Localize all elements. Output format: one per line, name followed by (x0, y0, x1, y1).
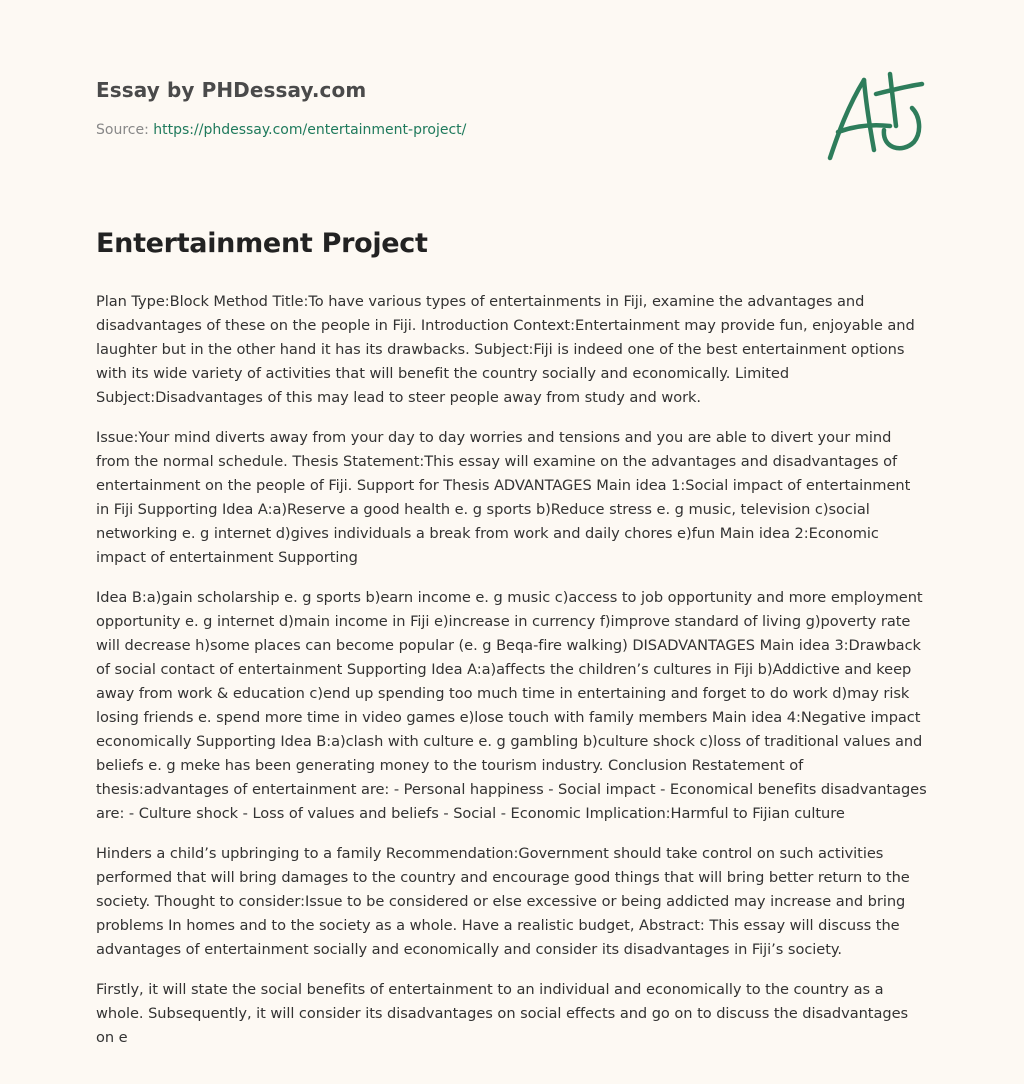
brand-title: Essay by PHDessay.com (96, 78, 367, 102)
essay-paragraph-1: Plan Type:Block Method Title:To have various types of entertainments in Fiji, examine the advantages and disadvantages of these on the people in Fiji. Introduction Context:Entertainment may provide fun, enjoyable and laughter but in the other hand it has its drawbacks. Subject:Fiji is indeed one of the best entertainment options with its wide variety of activities that will benefit the country socially and economically. Limited Subject:Disadvantages of this may lead to steer people away from study and work. (96, 293, 915, 406)
essay-header (96, 76, 928, 140)
page-title: Entertainment Project (96, 228, 428, 259)
essay-paragraph-3: Idea B:a)gain scholarship e. g sports b)earn income e. g music c)access to job opportunity and more employment opportunity e. g internet d)main income in Fiji e)increase in currency f)improve standard of living g)poverty rate will decrease h)some places can become popular (e. g Beqa-fire walking) DISADVANTAGES Main idea 3:Drawback of social contact of entertainment Supporting Idea A:a)affects the children’s cultures in Fiji b)Addictive and keep away from work & education c)end up spending too much time in entertaining and forget to do work d)may risk losing friends e. spend more time in video games e)lose touch with family members Main idea 4:Negative impact economically Supporting Idea B:a)clash with culture e. g gambling b)culture shock c)loss of traditional values and beliefs e. g meke has been generating money to the tourism industry. Conclusion Restatement of thesis:advantages of entertainment are: - Personal happiness - Social impact - Economical benefits disadvantages are: - Culture shock - Loss of values and beliefs - Social - Economic Implication:Harmful to Fijian culture (96, 589, 927, 822)
source-line (96, 120, 928, 140)
essay-content (96, 226, 928, 1066)
source-link[interactable]: https://phdessay.com/entertainment-project/ (153, 122, 467, 138)
essay-paragraph-4: Hinders a child’s upbringing to a family Recommendation:Government should take control on such activities performed that will bring damages to the country and encourage good things that will bring better return to the society. Thought to consider:Issue to be considered or else excessive or being addicted may increase and bring problems In homes and to the society as a whole. Have a realistic budget, Abstract: This essay will discuss the advantages of entertainment socially and economically and consider its disadvantages in Fiji’s society. (96, 845, 910, 958)
essay-paragraph-2: Issue:Your mind diverts away from your day to day worries and tensions and you are able to divert your mind from the normal schedule. Thesis Statement:This essay will examine on the advantages and disadvantages of entertainment on the people of Fiji. Support for Thesis ADVANTAGES Main idea 1:Social impact of entertainment in Fiji Supporting Idea A:a)Reserve a good health e. g sports b)Reduce stress e. g music, television c)social networking e. g internet d)gives individuals a break from work and daily chores e)fun Main idea 2:Economic impact of entertainment Supporting (96, 429, 911, 566)
essay-paragraph-5: Firstly, it will state the social benefits of entertainment to an individual and economically to the country as a whole. Subsequently, it will consider its disadvantages on social effects and go on to discuss the disadvantages on e (96, 981, 909, 1046)
source-label: Source: (96, 122, 154, 138)
a-plus-grade-icon (824, 68, 928, 164)
